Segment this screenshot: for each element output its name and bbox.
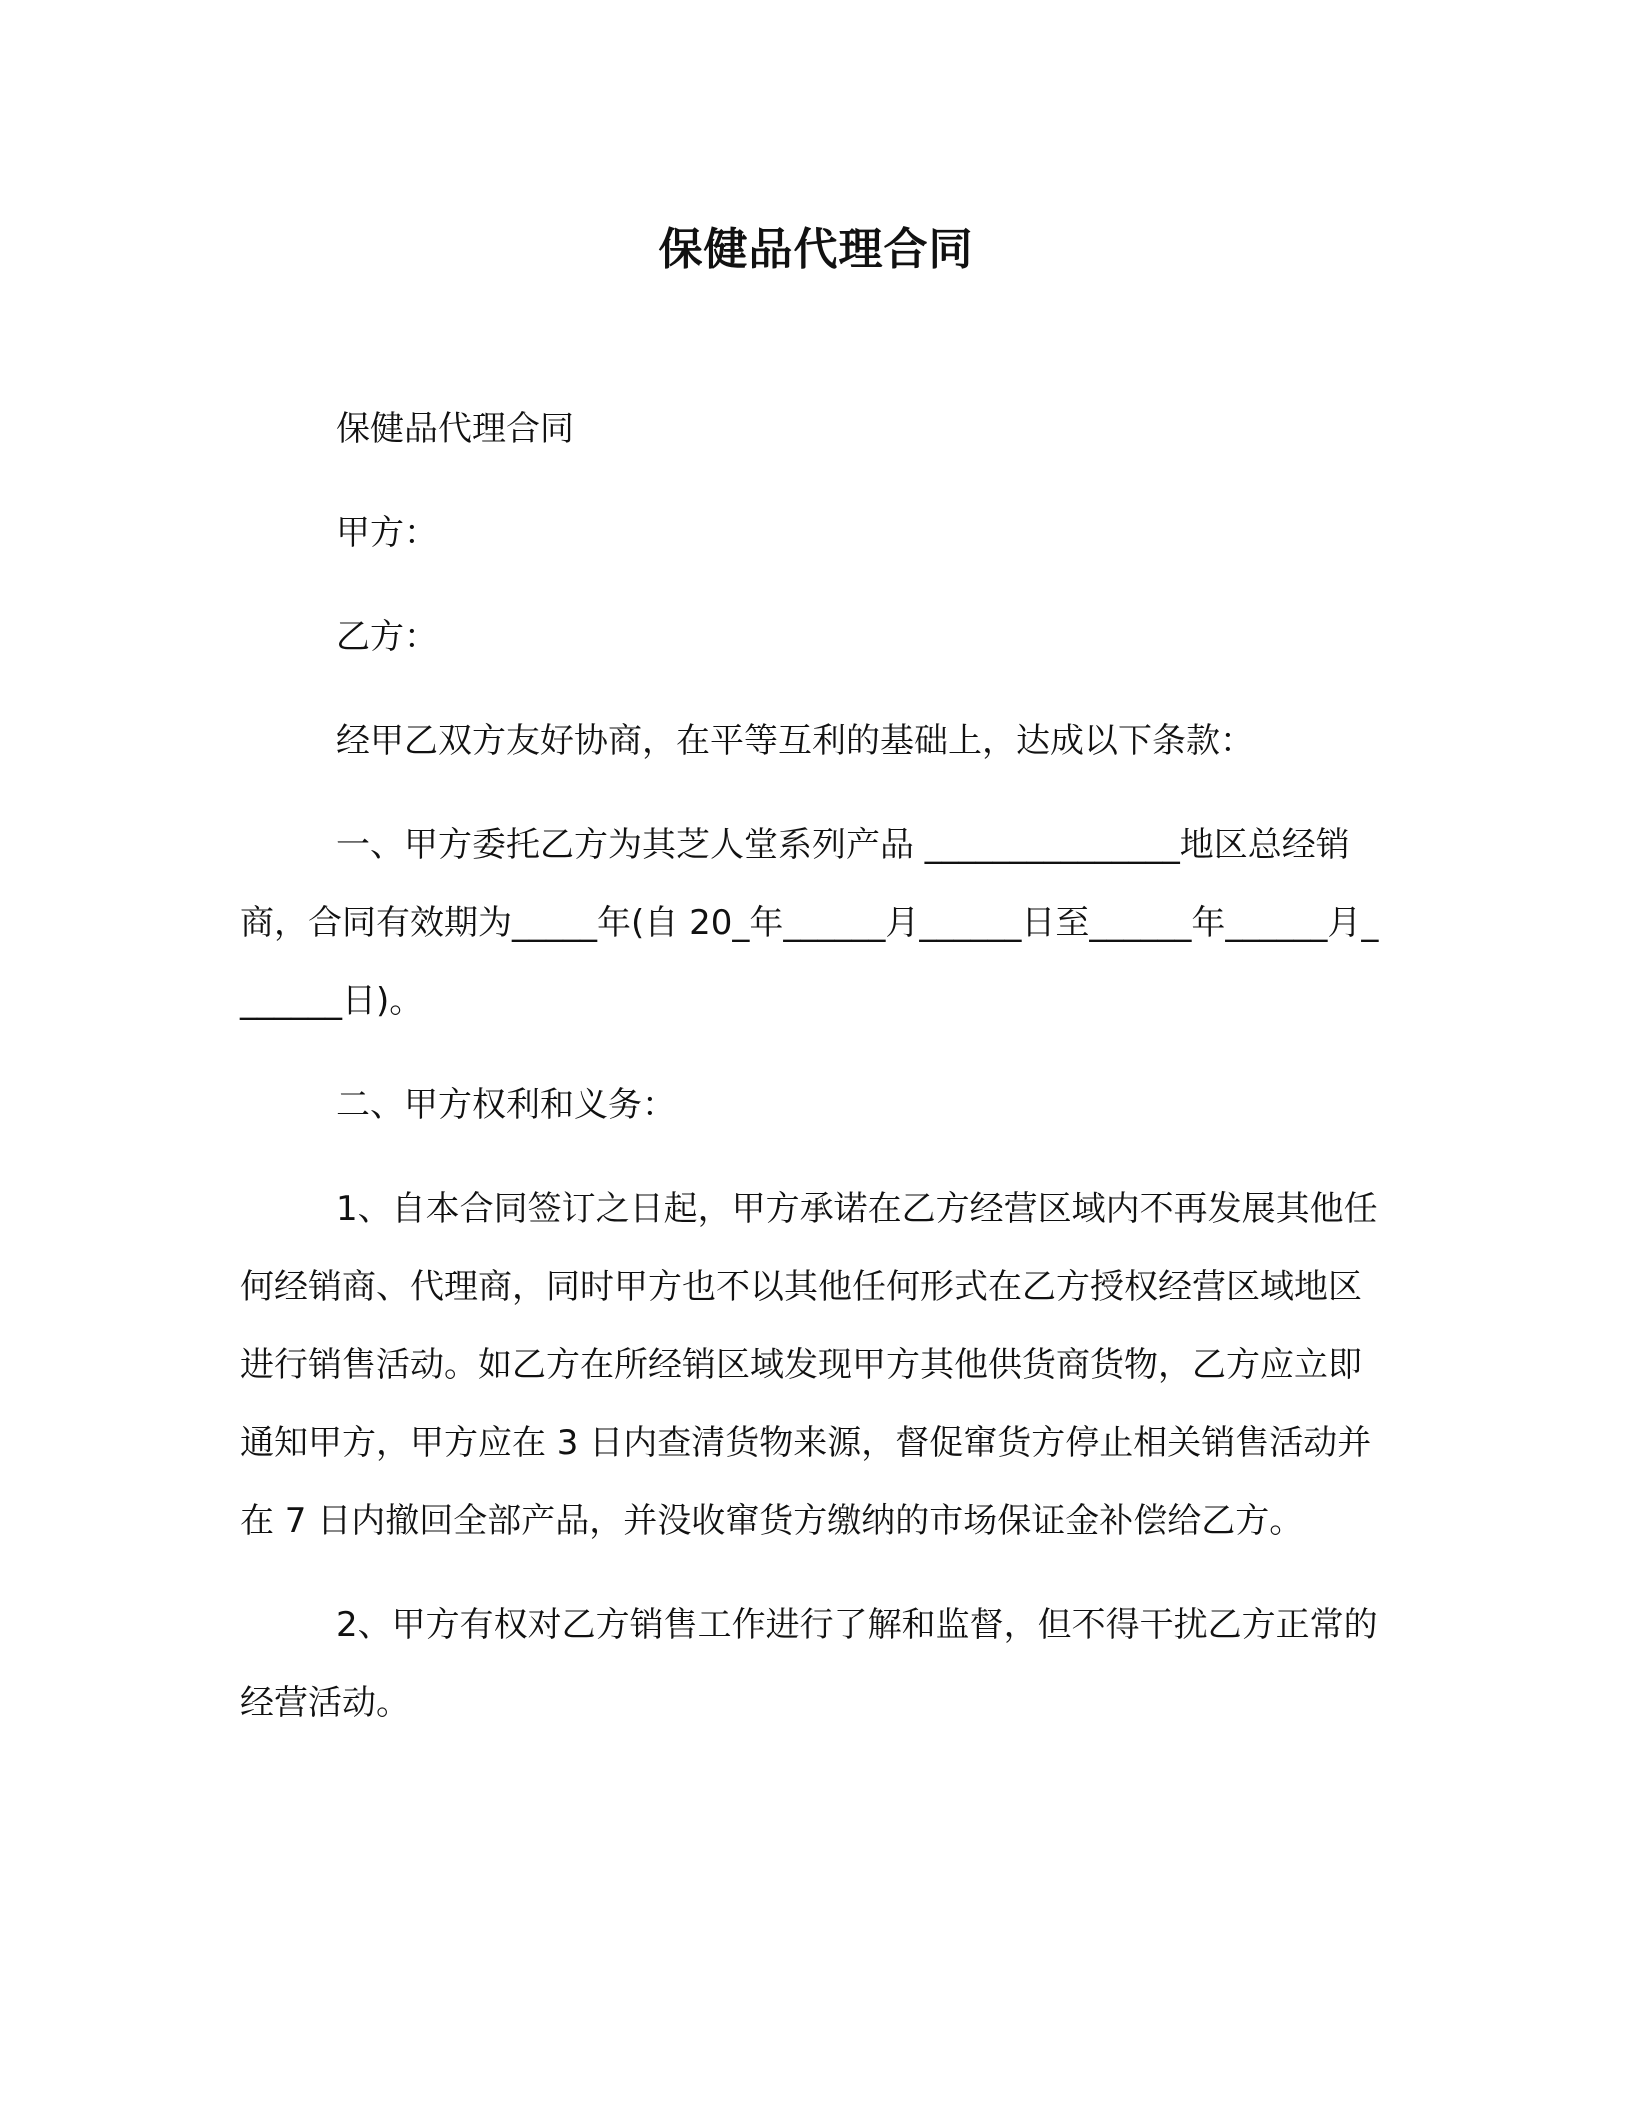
paragraph-intro: 经甲乙双方友好协商，在平等互利的基础上，达成以下条款：	[336, 721, 1254, 761]
paragraph-party-b: 乙方：	[336, 617, 438, 657]
document-body	[240, 390, 1390, 1768]
paragraph-party-a: 甲方：	[336, 513, 438, 553]
paragraph-item-1: 1、自本合同签订之日起，甲方承诺在乙方经营区域内不再发展其他任何经销商、代理商，同时甲方也不以其他任何形式在乙方授权经营区域地区进行销售活动。如乙方在所经销区域发现甲方其他供货商货物，乙方应立即通知甲方，甲方应在 3 日内查清货物来源，督促窜货方停止相关销售活动并在 7 日内撤回全部产品，并没收窜货方缴纳的市场保证金补偿给乙方。	[240, 1189, 1378, 1541]
paragraph-heading: 保健品代理合同	[336, 409, 574, 449]
paragraph-item-2: 2、甲方有权对乙方销售工作进行了解和监督，但不得干扰乙方正常的经营活动。	[240, 1605, 1378, 1723]
paragraph-clause-1: 一、甲方委托乙方为其芝人堂系列产品 _______________地区总经销商，合同有效期为_____年(自 20_年______月______日至______年______月_______日)。	[240, 825, 1379, 1021]
paragraph-clause-2: 二、甲方权利和义务：	[336, 1085, 676, 1125]
document-title: 保健品代理合同	[658, 224, 974, 275]
